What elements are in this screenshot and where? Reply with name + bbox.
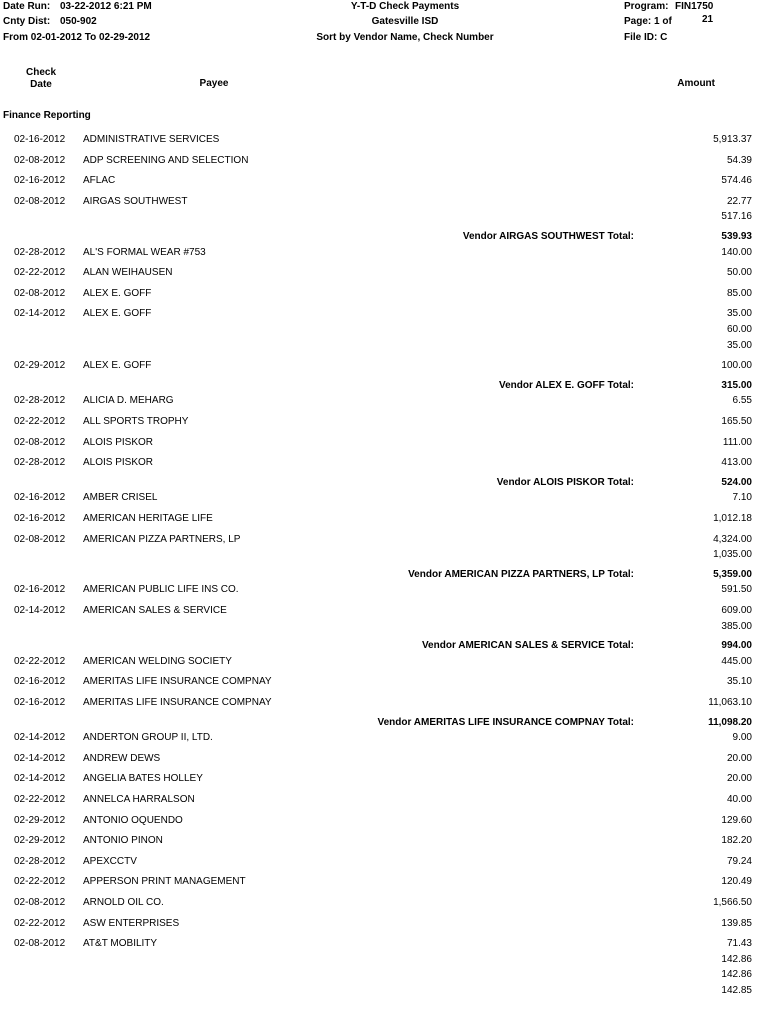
- check-date: 02-16-2012: [14, 513, 66, 524]
- payee-name: ALEX E. GOFF: [83, 287, 152, 299]
- check-date: 02-16-2012: [14, 175, 66, 187]
- check-date: 02-08-2012: [14, 533, 66, 545]
- check-amount: 574.46: [721, 175, 752, 187]
- vendor-total-amount: 5,359.00: [713, 568, 752, 580]
- check-amount: 5,913.37: [713, 134, 752, 145]
- vendor-total-amount: 994.00: [721, 640, 752, 652]
- check-amount: 1,035.00: [713, 549, 752, 561]
- vendor-total-amount: 524.00: [721, 476, 752, 488]
- check-amount: 22.77: [726, 195, 752, 207]
- check-date: 02-16-2012: [14, 676, 66, 688]
- check-date: 02-22-2012: [14, 917, 66, 929]
- check-amount: 142.86: [721, 969, 752, 981]
- cnty-dist-label: Cnty Dist:: [3, 16, 51, 27]
- payee-name: APEXCCTV: [83, 855, 137, 867]
- check-amount: 129.60: [721, 814, 752, 826]
- check-date: 02-22-2012: [14, 267, 66, 279]
- check-date: 02-16-2012: [14, 492, 66, 504]
- check-amount: 100.00: [721, 360, 752, 372]
- check-amount: 50.00: [726, 267, 752, 279]
- payee-name: AMERITAS LIFE INSURANCE COMPNAY: [83, 697, 272, 708]
- check-amount: 35.00: [726, 339, 752, 351]
- page-text: Page: 1 of: [624, 16, 672, 27]
- vendor-total-amount: 315.00: [721, 379, 752, 391]
- check-amount: 71.43: [726, 938, 752, 950]
- vendor-total-label: Vendor AMERICAN PIZZA PARTNERS, LP Total:: [408, 568, 634, 580]
- check-amount: 142.86: [721, 953, 752, 965]
- vendor-total-amount: 11,098.20: [708, 716, 752, 728]
- check-amount: 385.00: [721, 620, 752, 632]
- check-amount: 165.50: [721, 416, 752, 427]
- check-date: 02-16-2012: [14, 697, 66, 708]
- payee-name: AT&T MOBILITY: [83, 938, 158, 950]
- check-date: 02-14-2012: [14, 605, 66, 616]
- cnty-dist-value: 050-902: [60, 16, 97, 27]
- payee-name: AMERICAN HERITAGE LIFE: [83, 513, 213, 524]
- check-amount: 140.00: [721, 246, 752, 258]
- check-date: 02-08-2012: [14, 195, 66, 207]
- vendor-total-label: Vendor AIRGAS SOUTHWEST Total:: [462, 231, 634, 242]
- check-date: 02-22-2012: [14, 794, 66, 805]
- check-date: 02-28-2012: [14, 395, 66, 407]
- payee-name: AMERICAN SALES & SERVICE: [83, 605, 227, 616]
- payee-name: ANDERTON GROUP II, LTD.: [83, 732, 213, 744]
- check-date: 02-16-2012: [14, 584, 66, 596]
- payee-name: ASW ENTERPRISES: [83, 917, 180, 929]
- check-date: 02-08-2012: [14, 897, 66, 908]
- check-amount: 182.20: [721, 835, 752, 847]
- check-amount: 35.00: [726, 308, 752, 320]
- check-date: 02-08-2012: [14, 938, 66, 950]
- check-amount: 54.39: [726, 154, 752, 166]
- check-amount: 111.00: [722, 436, 752, 448]
- check-amount: 9.00: [732, 732, 752, 744]
- district-name: Gatesville ISD: [371, 16, 439, 27]
- check-date: 02-08-2012: [14, 287, 66, 299]
- check-amount: 85.00: [726, 287, 752, 299]
- check-date: 02-28-2012: [14, 855, 66, 867]
- sort-line: Sort by Vendor Name, Check Number: [316, 32, 494, 43]
- file-id: File ID: C: [624, 32, 668, 43]
- check-amount: 11,063.10: [708, 697, 752, 708]
- payee-name: ANTONIO PINON: [83, 835, 163, 847]
- payee-name: AMERICAN PIZZA PARTNERS, LP: [83, 533, 241, 545]
- check-amount: 591.50: [721, 584, 752, 596]
- date-run-value: 03-22-2012 6:21 PM: [60, 1, 152, 12]
- date-range: From 02-01-2012 To 02-29-2012: [3, 32, 151, 43]
- payee-name: AIRGAS SOUTHWEST: [83, 195, 188, 207]
- check-date: 02-22-2012: [14, 416, 66, 427]
- payee-name: ARNOLD OIL CO.: [83, 897, 164, 908]
- payee-name: ADP SCREENING AND SELECTION: [83, 154, 249, 166]
- section-title: Finance Reporting: [3, 110, 91, 121]
- check-amount: 517.16: [721, 211, 752, 223]
- vendor-total-label: Vendor ALOIS PISKOR Total:: [496, 476, 634, 488]
- check-date: 02-14-2012: [14, 732, 66, 744]
- check-amount: 35.10: [726, 676, 752, 688]
- check-date: 02-14-2012: [14, 773, 66, 785]
- check-date: 02-14-2012: [14, 752, 66, 764]
- payee-name: AMBER CRISEL: [83, 492, 158, 504]
- vendor-total-label: Vendor AMERITAS LIFE INSURANCE COMPNAY Total:: [377, 716, 634, 728]
- payee-name: ALOIS PISKOR: [83, 457, 154, 469]
- payee-name: ANGELIA BATES HOLLEY: [83, 773, 203, 785]
- payee-name: ADMINISTRATIVE SERVICES: [83, 134, 220, 145]
- date-run-label: Date Run:: [3, 1, 51, 12]
- check-amount: 1,012.18: [713, 513, 752, 524]
- column-amount: Amount: [677, 78, 715, 89]
- check-date: 02-22-2012: [14, 876, 66, 888]
- payee-name: ANNELCA HARRALSON: [83, 794, 195, 805]
- check-date: 02-08-2012: [14, 436, 66, 448]
- report-title: Y-T-D Check Payments: [350, 1, 460, 12]
- check-amount: 4,324.00: [713, 533, 752, 545]
- payee-name: ALEX E. GOFF: [83, 308, 152, 320]
- check-amount: 20.00: [726, 773, 752, 785]
- vendor-total-label: Vendor AMERICAN SALES & SERVICE Total:: [421, 640, 634, 652]
- check-amount: 413.00: [721, 457, 752, 469]
- check-amount: 40.00: [726, 794, 752, 805]
- vendor-total-amount: 539.93: [721, 231, 752, 242]
- check-amount: 609.00: [721, 605, 752, 616]
- check-amount: 7.10: [732, 492, 752, 504]
- column-check-date-line2: Date: [30, 79, 52, 90]
- check-date: 02-29-2012: [14, 814, 66, 826]
- column-payee: Payee: [199, 78, 229, 89]
- payee-name: AFLAC: [83, 175, 116, 187]
- check-amount: 142.85: [721, 985, 752, 996]
- payee-name: APPERSON PRINT MANAGEMENT: [83, 876, 246, 888]
- payee-name: ANTONIO OQUENDO: [83, 814, 183, 826]
- check-date: 02-29-2012: [14, 835, 66, 847]
- check-amount: 6.55: [732, 395, 752, 407]
- check-date: 02-08-2012: [14, 154, 66, 166]
- check-date: 02-28-2012: [14, 246, 66, 258]
- check-date: 02-28-2012: [14, 457, 66, 469]
- payee-name: ALL SPORTS TROPHY: [83, 416, 189, 427]
- page-total: 21: [702, 14, 714, 25]
- check-amount: 120.49: [721, 876, 752, 888]
- column-check-date-line1: Check: [25, 67, 56, 78]
- check-amount: 20.00: [726, 752, 752, 764]
- check-amount: 139.85: [721, 917, 752, 929]
- check-date: 02-22-2012: [14, 655, 66, 667]
- check-amount: 60.00: [726, 324, 752, 335]
- payee-name: ALEX E. GOFF: [83, 360, 152, 372]
- payee-name: ALOIS PISKOR: [83, 436, 154, 448]
- payee-name: AMERICAN PUBLIC LIFE INS CO.: [83, 584, 239, 596]
- payee-name: AMERICAN WELDING SOCIETY: [83, 655, 232, 667]
- check-amount: 1,566.50: [713, 897, 752, 908]
- payee-name: AMERITAS LIFE INSURANCE COMPNAY: [83, 676, 272, 688]
- check-amount: 445.00: [721, 655, 752, 667]
- program-label: Program:: [624, 1, 669, 12]
- payee-name: ANDREW DEWS: [83, 752, 161, 764]
- check-amount: 79.24: [726, 855, 752, 867]
- program-value: FIN1750: [675, 1, 714, 12]
- payee-name: ALAN WEIHAUSEN: [83, 267, 173, 279]
- vendor-total-label: Vendor ALEX E. GOFF Total:: [498, 379, 634, 391]
- check-date: 02-14-2012: [14, 308, 66, 320]
- payee-name: AL'S FORMAL WEAR #753: [83, 246, 206, 258]
- check-date: 02-16-2012: [14, 134, 66, 145]
- payee-name: ALICIA D. MEHARG: [83, 395, 174, 407]
- check-date: 02-29-2012: [14, 360, 66, 372]
